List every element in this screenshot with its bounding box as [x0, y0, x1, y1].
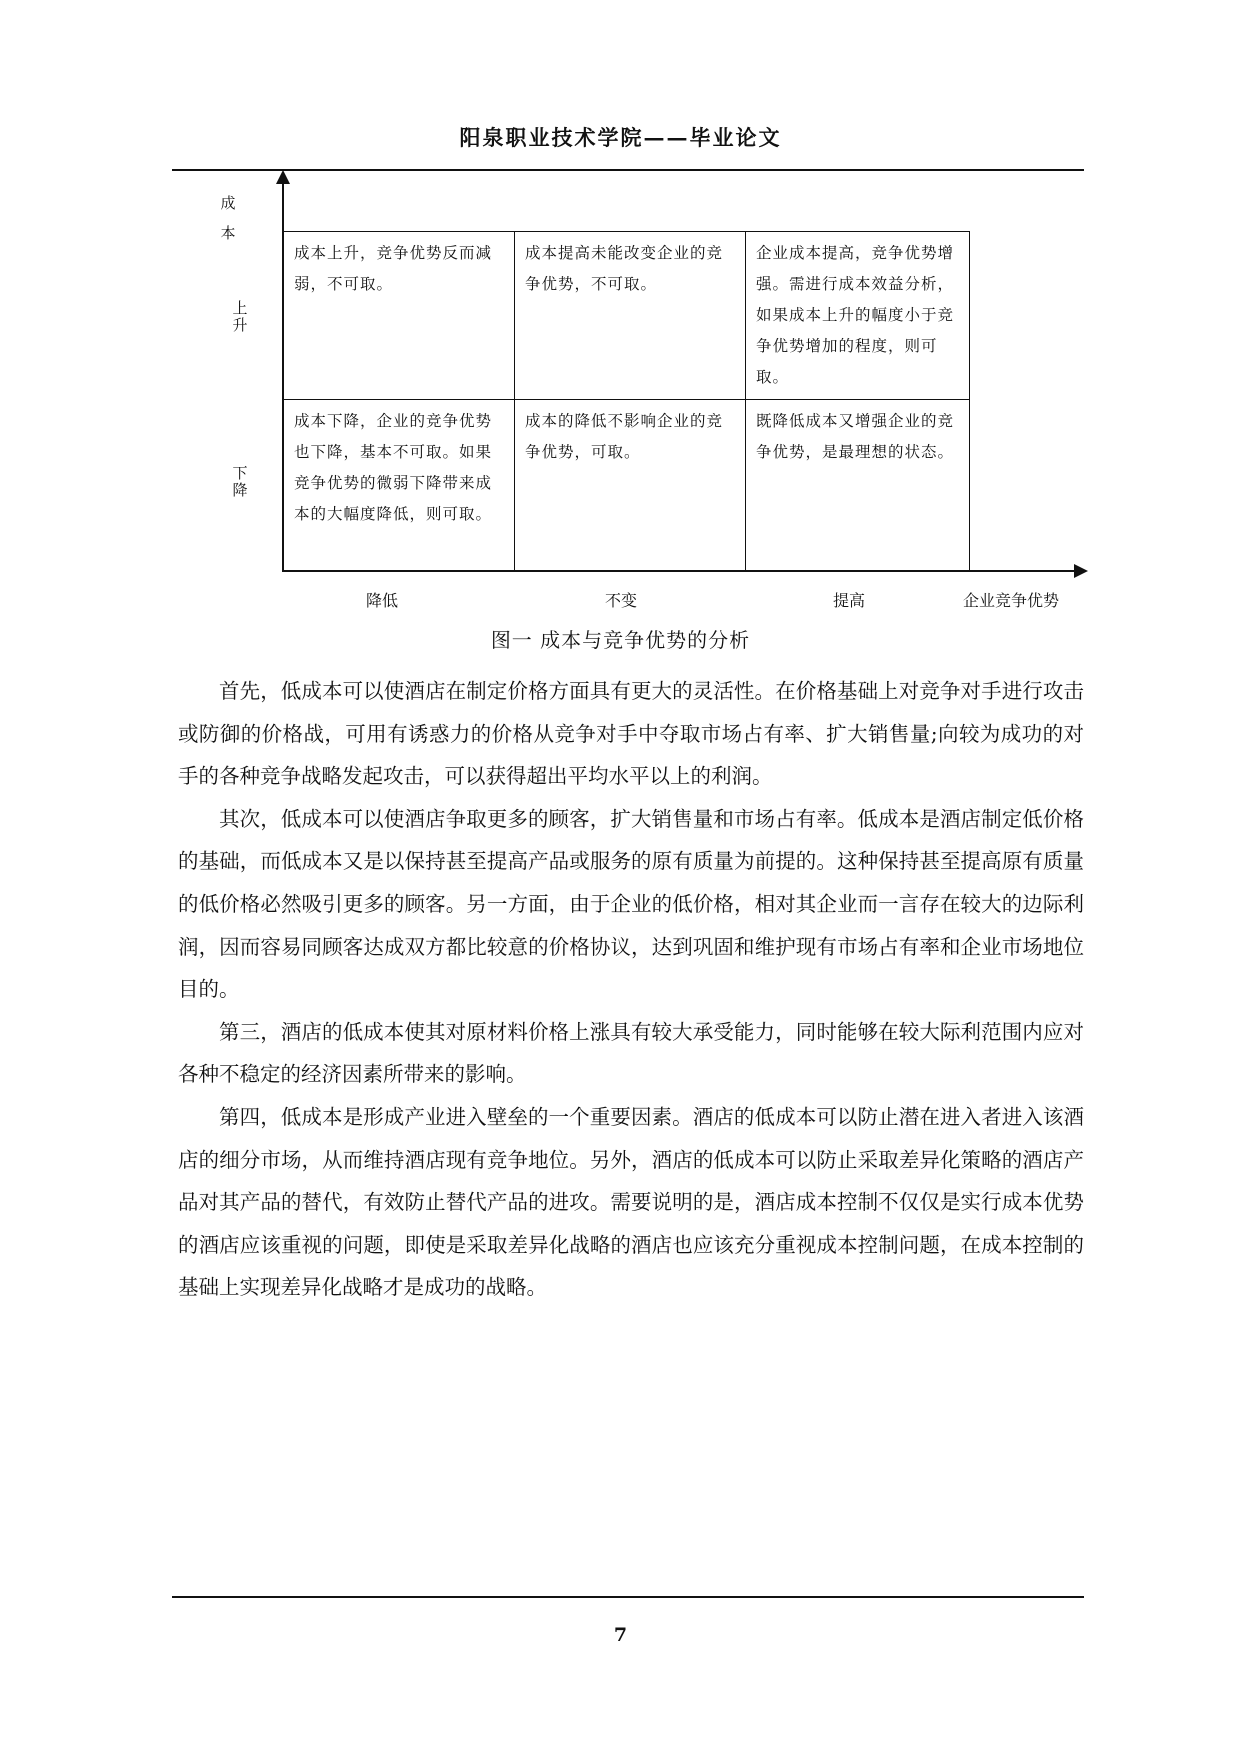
page-number: 7	[613, 1624, 628, 1646]
matrix-cell: 成本上升，竞争优势反而减弱，不可取。	[283, 232, 514, 400]
x-axis-title: 企业竞争优势	[963, 591, 1060, 610]
x-label-same: 不变	[605, 591, 638, 610]
paragraph: 第三，酒店的低成本使其对原材料价格上涨具有较大承受能力，同时能够在较大际利范围内应对各种不稳定的经济因素所带来的影响。	[178, 1019, 1084, 1087]
cost-advantage-figure	[200, 170, 1100, 630]
paragraph: 第四，低成本是形成产业进入壁垒的一个重要因素。酒店的低成本可以防止潜在进入者进入该酒店的细分市场，从而维持酒店现有竞争地位。另外，酒店的低成本可以防止采取差异化策略的酒店产品对其产品的替代，有效防止替代产品的进攻。需要说明的是，酒店成本控制不仅仅是实行成本优势的酒店应该重视的问题，即使是采取差异化战略的酒店也应该充分重视成本控制问题，在成本控制的基础上实现差异化战略才是成功的战略。	[178, 1104, 1084, 1300]
page-header-title: 阳泉职业技术学院——毕业论文	[459, 125, 782, 150]
matrix-cell: 成本下降，企业的竞争优势也下降，基本不可取。如果竞争优势的微弱下降带来成本的大幅度降低，则可取。	[283, 400, 514, 572]
x-axis-arrow	[1074, 564, 1088, 578]
matrix-cell: 成本的降低不影响企业的竞争优势，可取。	[514, 400, 745, 572]
paragraph: 其次，低成本可以使酒店争取更多的顾客，扩大销售量和市场占有率。低成本是酒店制定低价格的基础，而低成本又是以保持甚至提高产品或服务的原有质量为前提的。这种保持甚至提高原有质量的低价格必然吸引更多的顾客。另一方面，由于企业的低价格，相对其企业而一言存在较大的边际利润，因而容易同顾客达成双方都比较意的价格协议，达到巩固和维护现有市场占有率和企业市场地位目的。	[178, 806, 1084, 1002]
y-upper-label: 上升	[232, 299, 248, 334]
analysis-matrix	[283, 231, 970, 571]
matrix-cell: 既降低成本又增强企业的竞争优势，是最理想的状态。	[745, 400, 970, 572]
figure-caption: 图一 成本与竞争优势的分析	[490, 628, 751, 652]
y-lower-label: 下降	[232, 464, 248, 499]
y-axis-label: 成本	[220, 194, 236, 242]
matrix-cell: 成本提高未能改变企业的竞争优势，不可取。	[514, 232, 745, 400]
footer-rule	[172, 1596, 1084, 1598]
paragraph: 首先，低成本可以使酒店在制定价格方面具有更大的灵活性。在价格基础上对竞争对手进行攻击或防御的价格战，可用有诱惑力的价格从竞争对手中夺取市场占有率、扩大销售量;向较为成功的对手的各种竞争战略发起攻击，可以获得超出平均水平以上的利润。	[178, 679, 1084, 789]
body-text	[178, 670, 1084, 1309]
x-label-lower: 降低	[366, 591, 399, 610]
matrix-cell: 企业成本提高，竞争优势增强。需进行成本效益分析，如果成本上升的幅度小于竞争优势增加的程度，则可取。	[745, 232, 970, 400]
x-label-higher: 提高	[833, 591, 866, 610]
